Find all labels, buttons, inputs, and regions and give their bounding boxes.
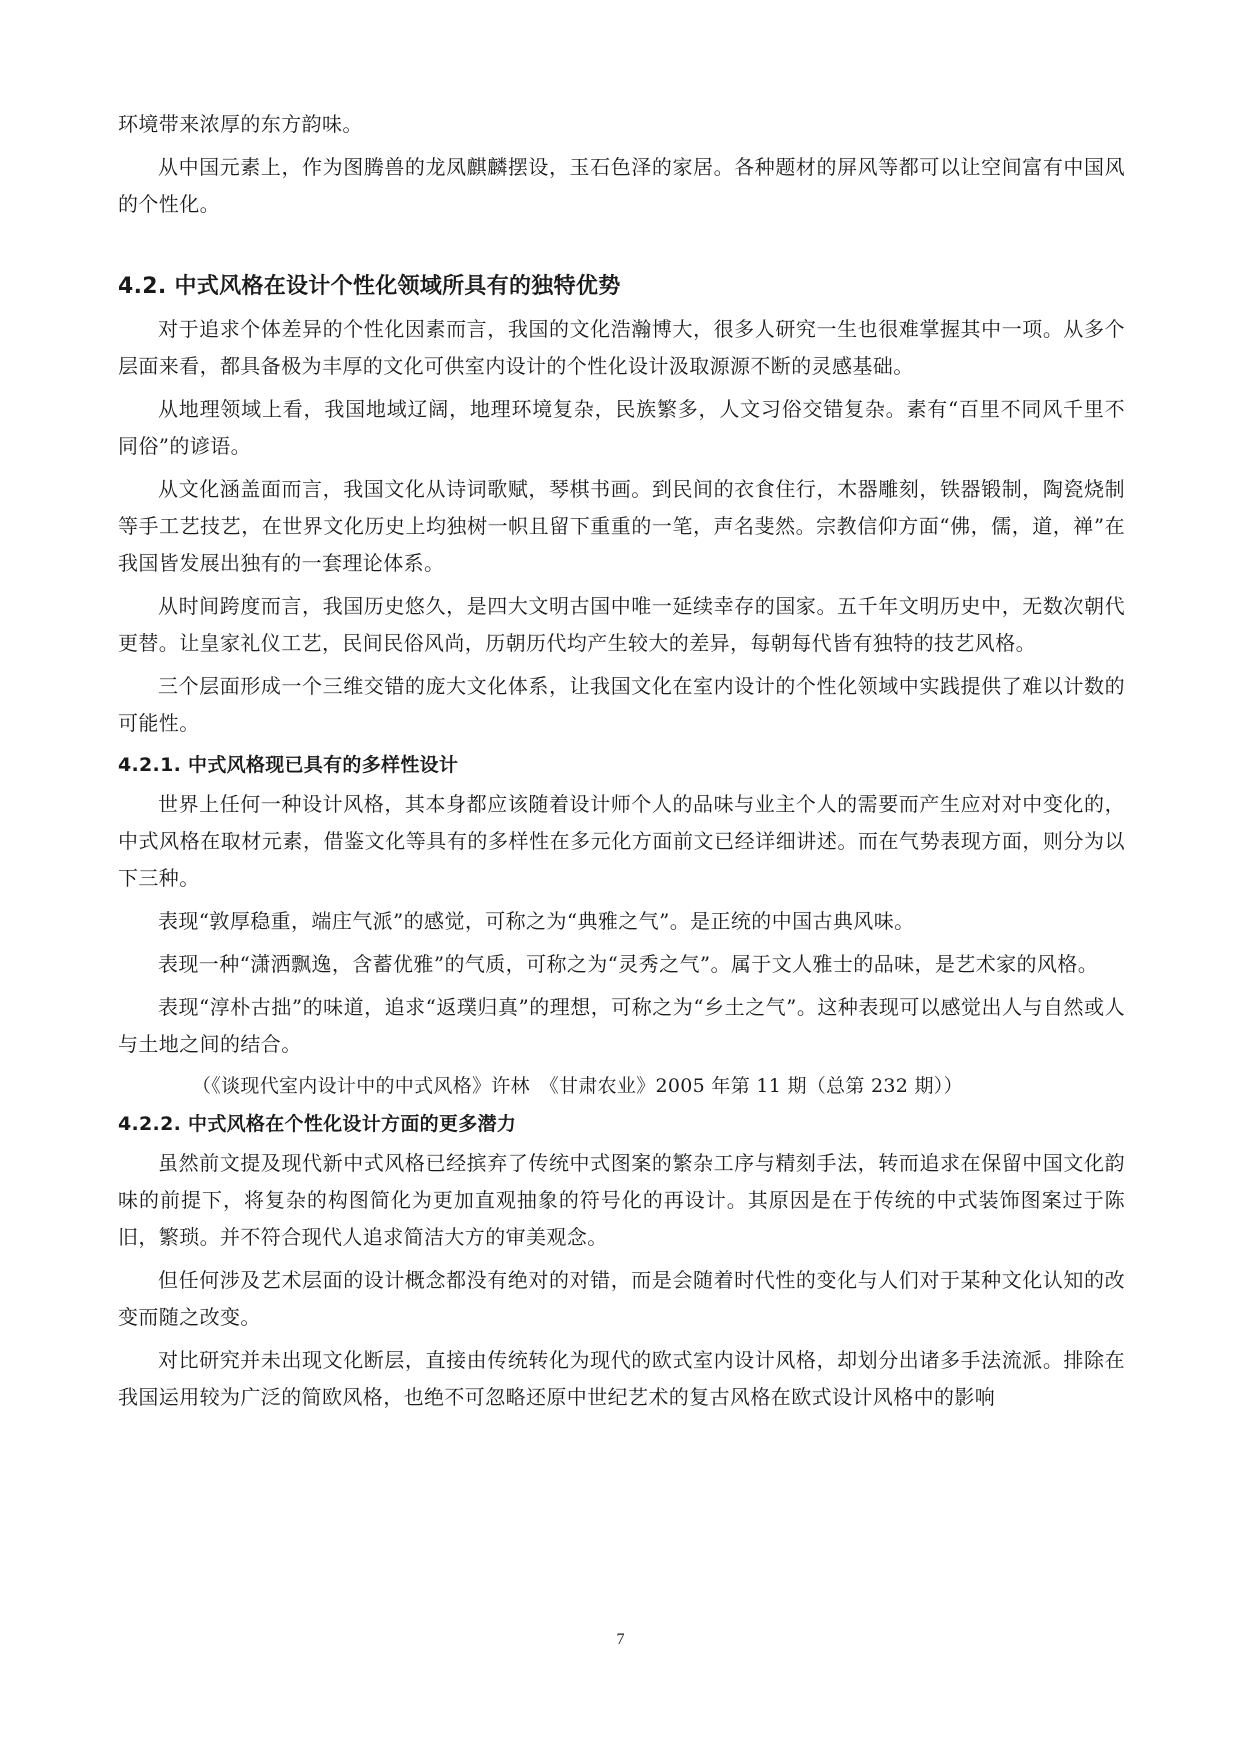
section-4-2-1-paragraph-1: 世界上任何一种设计风格，其本身都应该随着设计师个人的品味与业主个人的需要而产生应对对中变化的，中式风格在取材元素，借鉴文化等具有的多样性在多元化方面前文已经详细讲述。而在气势表现方面，则分为以下三种。 [118,792,1125,890]
section-4-2-2-paragraph-2: 但任何涉及艺术层面的设计概念都没有绝对的对错，而是会随着时代性的变化与人们对于某种文化认知的改变而随之改变。 [118,1268,1125,1329]
intro-paragraph-1: 环境带来浓厚的东方韵味。 [118,112,363,136]
intro-paragraph-2: 从中国元素上，作为图腾兽的龙凤麒麟摆设，玉石色泽的家居。各种题材的屏风等都可以让空间富有中国风的个性化。 [118,155,1125,216]
section-heading-4-2: 4.2. 中式风格在设计个性化领域所具有的独特优势 [118,274,621,299]
section-4-2-paragraph-3: 从文化涵盖面而言，我国文化从诗词歌赋，琴棋书画。到民间的衣食住行，木器雕刻，铁器锻制，陶瓷烧制等手工艺技艺，在世界文化历史上均独树一帜且留下重重的一笔，声名斐然。宗教信仰方面“佛，儒，道，禅”在我国皆发展出独有的一套理论体系。 [118,477,1125,575]
section-4-2-paragraph-4: 从时间跨度而言，我国历史悠久，是四大文明古国中唯一延续幸存的国家。五千年文明历史中，无数次朝代更替。让皇家礼仪工艺，民间民俗风尚，历朝历代均产生较大的差异，每朝每代皆有独特的技艺风格。 [118,594,1125,655]
section-4-2-paragraph-2: 从地理领域上看，我国地域辽阔，地理环境复杂，民族繁多，人文习俗交错复杂。素有“百里不同风千里不同俗”的谚语。 [118,397,1125,458]
section-heading-4-2-1: 4.2.1. 中式风格现已具有的多样性设计 [118,754,459,776]
section-4-2-1-paragraph-4: 表现“淳朴古拙”的味道，追求“返璞归真”的理想，可称之为“乡土之气”。这种表现可以感觉出人与自然或人与土地之间的结合。 [118,995,1125,1056]
section-4-2-1-paragraph-3: 表现一种“潇洒飘逸，含蓄优雅”的气质，可称之为“灵秀之气”。属于文人雅士的品味，是艺术家的风格。 [158,952,1099,976]
section-4-2-2-paragraph-1: 虽然前文提及现代新中式风格已经摈弃了传统中式图案的繁杂工序与精刻手法，转而追求在保留中国文化韵味的前提下，将复杂的构图简化为更加直观抽象的符号化的再设计。其原因是在于传统的中式装饰图案过于陈旧，繁琐。并不符合现代人追求简洁大方的审美观念。 [118,1151,1125,1249]
section-4-2-1-paragraph-2: 表现“敦厚稳重，端庄气派”的感觉，可称之为“典雅之气”。是正统的中国古典风味。 [158,909,915,933]
section-heading-4-2-2: 4.2.2. 中式风格在个性化设计方面的更多潜力 [118,1113,517,1135]
section-4-2-paragraph-1: 对于追求个体差异的个性化因素而言，我国的文化浩瀚博大，很多人研究一生也很难掌握其中一项。从多个层面来看，都具备极为丰厚的文化可供室内设计的个性化设计汲取源源不断的灵感基础。 [118,317,1125,378]
section-4-2-2-paragraph-3: 对比研究并未出现文化断层，直接由传统转化为现代的欧式室内设计风格，却划分出诸多手法流派。排除在我国运用较为广泛的简欧风格，也绝不可忽略还原中世纪艺术的复古风格在欧式设计风格中的影响 [118,1348,1125,1409]
page-body [118,106,1125,1422]
citation: （《谈现代室内设计中的中式风格》许林 《甘肃农业》2005 年第 11 期（总第 232 期）） [192,1075,963,1097]
page-number: 7 [616,1631,625,1648]
section-4-2-paragraph-5: 三个层面形成一个三维交错的庞大文化体系，让我国文化在室内设计的个性化领域中实践提供了难以计数的可能性。 [118,674,1125,735]
